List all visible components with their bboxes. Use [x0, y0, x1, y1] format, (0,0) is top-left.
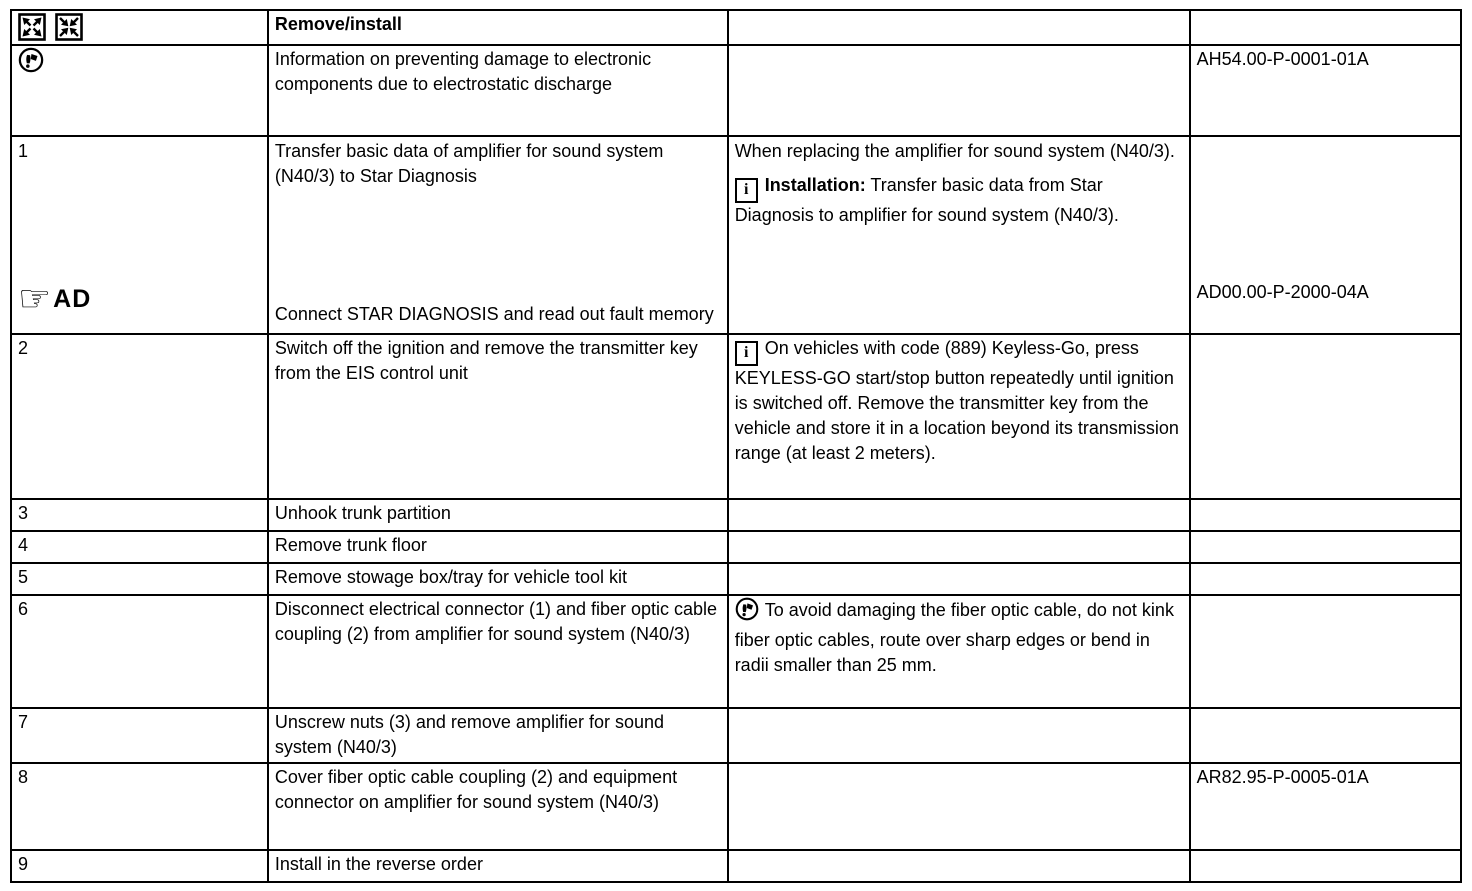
table-row-8	[11, 763, 1461, 850]
collapse-all-icon[interactable]	[55, 13, 83, 41]
table-row-7	[11, 708, 1461, 763]
note-cell	[728, 45, 1190, 136]
info-icon: i	[735, 178, 758, 203]
code-cell	[1190, 136, 1461, 334]
note-text-rest: Transfer basic data from Star Diagnosis to amplifier for sound system (N40/3).	[734, 175, 1119, 225]
note-cell	[728, 334, 1190, 499]
table-row-1	[11, 136, 1461, 334]
installation-note	[735, 173, 1183, 228]
code-cell	[1190, 499, 1461, 531]
step-number: 6	[18, 599, 29, 619]
action-text-secondary: Connect STAR DIAGNOSIS and read out fault memory	[274, 304, 714, 324]
action-text: Unscrew nuts (3) and remove amplifier for sound system (N40/3)	[274, 712, 665, 757]
step-number: 4	[18, 535, 29, 555]
procedure-table	[10, 9, 1462, 883]
step-cell	[11, 531, 268, 563]
hand-pointer-icon: ☞	[18, 278, 52, 319]
action-cell	[268, 45, 728, 136]
note-cell	[728, 850, 1190, 882]
note-cell	[728, 563, 1190, 595]
code-cell	[1190, 763, 1461, 850]
doc-code-link[interactable]: AH54.00-P-0001-01A	[1196, 49, 1369, 69]
action-cell	[268, 850, 728, 882]
step-cell	[11, 45, 268, 136]
table-row-2	[11, 334, 1461, 499]
note-cell	[728, 708, 1190, 763]
step-number: 2	[18, 338, 29, 358]
step-cell	[11, 334, 268, 499]
action-text: Cover fiber optic cable coupling (2) and equipment connector on amplifier for sound system (N40/3)	[274, 767, 678, 812]
step-cell	[11, 136, 268, 334]
table-row-6	[11, 595, 1461, 708]
action-cell	[268, 499, 728, 531]
action-text: Transfer basic data of amplifier for sound system (N40/3) to Star Diagnosis	[274, 141, 664, 186]
action-cell	[268, 136, 728, 334]
code-cell	[1190, 708, 1461, 763]
header-note-cell	[728, 10, 1190, 45]
action-text: Remove stowage box/tray for vehicle tool kit	[274, 567, 628, 587]
action-cell	[268, 563, 728, 595]
step-number: 3	[18, 503, 29, 523]
ad-reference[interactable]	[18, 278, 92, 319]
action-cell	[268, 763, 728, 850]
table-title: Remove/install	[274, 14, 402, 34]
expand-all-icon[interactable]	[18, 13, 46, 41]
info-icon: i	[735, 341, 758, 366]
step-cell	[11, 850, 268, 882]
ad-reference-label: AD	[53, 284, 92, 313]
action-text: Install in the reverse order	[274, 854, 483, 874]
table-row-9	[11, 850, 1461, 882]
code-cell	[1190, 563, 1461, 595]
note-cell	[728, 531, 1190, 563]
note-text: On vehicles with code (889) Keyless-Go, press KEYLESS-GO start/stop button repeatedly until ignition is switched off. Remove the transmitter key from the vehicle and store it in a location beyond its transmission range (at least 2 meters).	[734, 338, 1179, 463]
step-cell	[11, 499, 268, 531]
step-cell	[11, 763, 268, 850]
note	[735, 336, 1183, 466]
note-cell	[728, 499, 1190, 531]
table-row-4	[11, 531, 1461, 563]
step-number: 7	[18, 712, 29, 732]
action-cell	[268, 531, 728, 563]
doc-code-link[interactable]: AR82.95-P-0005-01A	[1196, 767, 1369, 787]
step-number: 1	[18, 141, 29, 161]
step-cell	[11, 595, 268, 708]
action-cell	[268, 334, 728, 499]
step-number: 5	[18, 567, 29, 587]
doc-code-link[interactable]: AD00.00-P-2000-04A	[1196, 282, 1369, 302]
code-cell	[1190, 45, 1461, 136]
action-text: Unhook trunk partition	[274, 503, 451, 523]
code-cell	[1190, 850, 1461, 882]
step-number: 8	[18, 767, 29, 787]
code-cell	[1190, 334, 1461, 499]
note-cell	[728, 763, 1190, 850]
note-cell	[728, 136, 1190, 334]
code-cell	[1190, 595, 1461, 708]
note-text: To avoid damaging the fiber optic cable, do not kink fiber optic cables, route over sharp edges or bend in radii smaller than 25 mm.	[734, 600, 1174, 675]
table-row-info	[11, 45, 1461, 136]
action-cell	[268, 708, 728, 763]
table-row-3	[11, 499, 1461, 531]
action-text: Remove trunk floor	[274, 535, 427, 555]
note-cell	[728, 595, 1190, 708]
note	[735, 597, 1183, 678]
action-cell	[268, 595, 728, 708]
header-row	[11, 10, 1461, 45]
action-text: Disconnect electrical connector (1) and fiber optic cable coupling (2) from amplifier for sound system (N40/3)	[274, 599, 718, 644]
note-label: Installation:	[764, 175, 866, 195]
step-cell	[11, 708, 268, 763]
header-code-cell	[1190, 10, 1461, 45]
header-title-cell	[268, 10, 728, 45]
code-cell	[1190, 531, 1461, 563]
action-text: Switch off the ignition and remove the transmitter key from the EIS control unit	[274, 338, 698, 383]
caution-icon	[18, 47, 44, 80]
caution-icon	[735, 597, 759, 628]
step-cell	[11, 563, 268, 595]
note-text: When replacing the amplifier for sound system (N40/3).	[734, 141, 1175, 161]
header-icons-cell	[11, 10, 268, 45]
step-number: 9	[18, 854, 29, 874]
action-text: Information on preventing damage to electronic components due to electrostatic discharge	[274, 49, 652, 94]
table-row-5	[11, 563, 1461, 595]
